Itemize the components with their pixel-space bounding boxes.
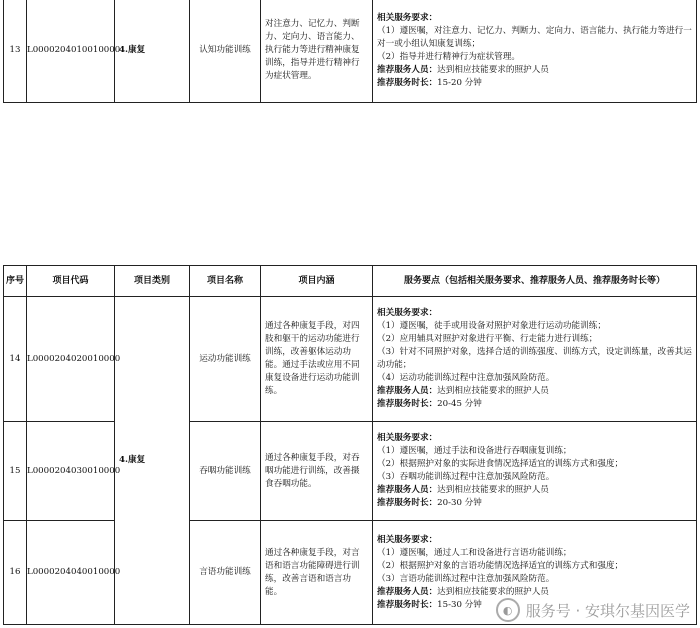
- row-number: 14: [4, 297, 27, 422]
- service-requirement: （1）遵医嘱，通过手法和设备进行吞咽康复训练；: [377, 446, 572, 456]
- header-code: 项目代码: [27, 266, 115, 297]
- watermark-text: 服务号 · 安琪尔基因医学: [525, 601, 690, 620]
- service-requirement: （1）遵医嘱，对注意力、记忆力、判断力、定向力、语言能力、执行能力等进行一对一或小组认知康复训练；: [377, 25, 692, 49]
- table-header: [4, 266, 697, 297]
- item-name: 运动功能训练: [190, 297, 261, 422]
- item-code: L0000204010010000: [27, 0, 115, 103]
- recommended-duration: 推荐服务时长：15-30 分钟: [377, 599, 482, 610]
- item-name: 认知功能训练: [190, 0, 261, 103]
- recommended-staff: 推荐服务人员：达到相应技能要求的照护人员: [377, 485, 549, 495]
- item-category: 4.康复: [115, 0, 190, 103]
- recommended-staff: 推荐服务人员：达到相应技能要求的照护人员: [377, 586, 549, 597]
- service-requirement-title: 相关服务要求：: [377, 12, 438, 23]
- recommended-duration: 推荐服务时长：20-30 分钟: [377, 498, 482, 508]
- item-name: 吞咽功能训练: [190, 422, 261, 521]
- item-content: 通过各种康复手段，对四肢和躯干的运动功能进行训练，改善躯体运动功能。通过手法或应用不同康复设备进行运动功能训练。: [261, 297, 373, 422]
- service-points: [373, 422, 697, 521]
- service-requirement: （2）应用辅具对照护对象进行平衡、行走能力进行训练；: [377, 334, 598, 344]
- table-row: [4, 422, 697, 521]
- service-requirement: （2）指导并进行精神行为症状管理。: [377, 51, 520, 62]
- service-requirement: （2）根据照护对象的实际进食情况选择适宜的训练方式和强度；: [377, 459, 624, 469]
- service-requirement-title: 相关服务要求：: [377, 308, 438, 318]
- service-requirement: （1）遵医嘱，通过人工和设备进行言语功能训练；: [377, 547, 572, 558]
- top-table: [3, 0, 697, 103]
- service-points: [373, 0, 697, 103]
- service-requirement-title: 相关服务要求：: [377, 534, 438, 545]
- service-requirement: （1）遵医嘱，徒手或用设备对照护对象进行运动功能训练；: [377, 321, 606, 331]
- recommended-staff: 推荐服务人员：达到相应技能要求的照护人员: [377, 64, 549, 75]
- service-points: [373, 297, 697, 422]
- table-row: [4, 297, 697, 422]
- recommended-duration: 推荐服务时长：15-20 分钟: [377, 77, 482, 88]
- row-number: 13: [4, 0, 27, 103]
- service-requirement: （2）根据照护对象的言语功能情况选择适宜的训练方式和强度；: [377, 560, 624, 571]
- header-service: 服务要点（包括相关服务要求、推荐服务人员、推荐服务时长等）: [373, 266, 697, 297]
- item-name: 言语功能训练: [190, 521, 261, 625]
- service-requirement-title: 相关服务要求：: [377, 433, 438, 443]
- header-name: 项目名称: [190, 266, 261, 297]
- service-requirement: （3）针对不同照护对象，选择合适的训练强度、训练方式，设定训练量，改善其运动功能；: [377, 347, 692, 370]
- wechat-logo-icon: ◐: [496, 598, 520, 622]
- header-category: 项目类别: [115, 266, 190, 297]
- service-requirement: （4）运动功能训练过程中注意加强风险防范。: [377, 373, 555, 383]
- service-requirement: （3）吞咽功能训练过程中注意加强风险防范。: [377, 472, 555, 482]
- watermark: [496, 598, 690, 622]
- header-content: 项目内涵: [261, 266, 373, 297]
- item-code: L0000204030010000: [27, 422, 115, 521]
- item-code: L0000204040010000: [27, 521, 115, 625]
- item-code: L0000204020010000: [27, 297, 115, 422]
- row-number: 16: [4, 521, 27, 625]
- main-table: [3, 265, 697, 625]
- row-number: 15: [4, 422, 27, 521]
- item-content: 通过各种康复手段，对吞咽功能进行训练，改善摄食吞咽功能。: [261, 422, 373, 521]
- item-content: 通过各种康复手段，对言语和语言功能障碍进行训练，改善言语和语言功能。: [261, 521, 373, 625]
- recommended-staff: 推荐服务人员：达到相应技能要求的照护人员: [377, 386, 549, 396]
- item-content: 对注意力、记忆力、判断力、定向力、语言能力、执行能力等进行精神康复训练，指导并进行精神行为症状管理。: [261, 0, 373, 103]
- recommended-duration: 推荐服务时长：20-45 分钟: [377, 399, 482, 409]
- header-no: 序号: [4, 266, 27, 297]
- service-requirement: （3）言语功能训练过程中注意加强风险防范。: [377, 573, 555, 584]
- table-row: [4, 0, 697, 103]
- item-category: 4.康复: [115, 297, 190, 625]
